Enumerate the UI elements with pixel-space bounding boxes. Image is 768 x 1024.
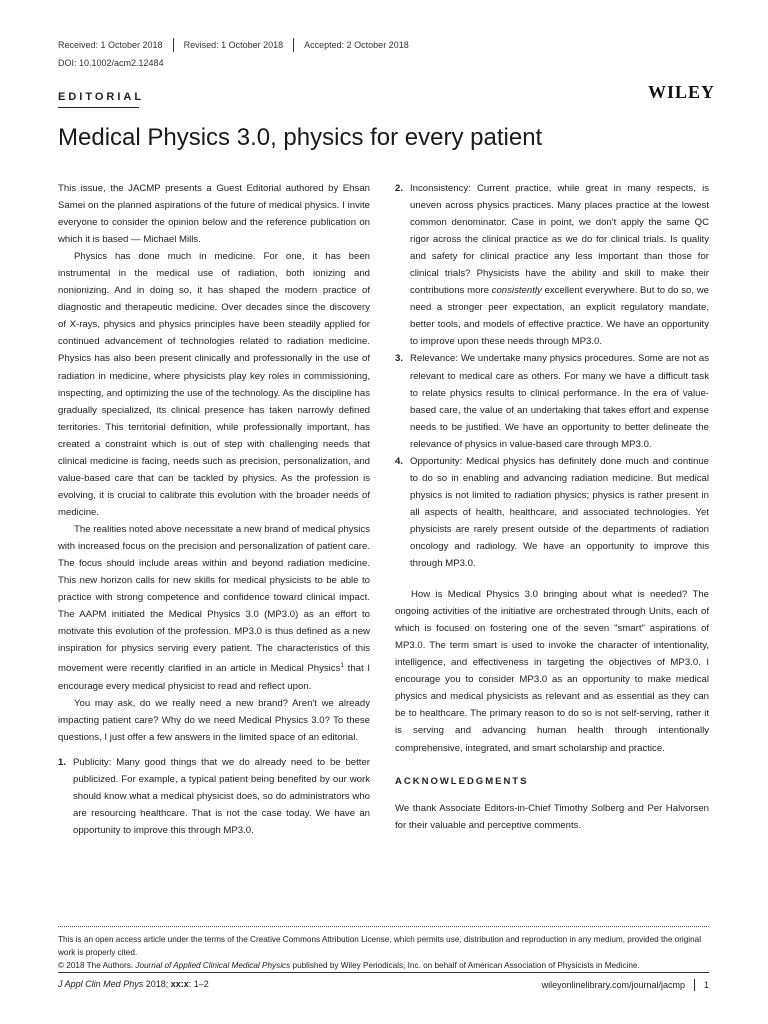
- list-item-text: Publicity: Many good things that we do already need to be better publicized. For example, a typical patient being benefited by our work should know what a medical physicist does, so do administrators who are resourcing healthcare. That is not the case today. We have an opportunity to improve this through MP3.0.: [73, 756, 370, 836]
- list-number: 4.: [395, 455, 404, 467]
- article-title: Medical Physics 3.0, physics for every patient: [58, 124, 543, 151]
- list-item: [58, 754, 370, 839]
- journal-name: Journal of Applied Clinical Medical Physics: [135, 961, 291, 970]
- copyright-text: published by Wiley Periodicals, Inc. on behalf of American Association of Physicists in Medicine.: [290, 961, 640, 970]
- page-footer-right: [542, 979, 709, 991]
- journal-citation: [58, 979, 209, 989]
- list-number: 2.: [395, 183, 404, 194]
- body-paragraph: [58, 521, 370, 695]
- numbered-list: [58, 754, 370, 839]
- intro-paragraph: This issue, the JACMP presents a Guest Editorial authored by Ehsan Samei on the planned aspirations of the future of medical physics. I invite everyone to consider the opinion below and the reference publication on which it is based — Michael Mills.: [58, 183, 370, 246]
- accepted-date: Accepted: 2 October 2018: [304, 40, 409, 50]
- publisher-logo: WILEY: [648, 82, 716, 102]
- acknowledgments-text: We thank Associate Editors-in-Chief Timothy Solberg and Per Halvorsen for their valuable and perceptive comments.: [395, 802, 709, 831]
- license-note: [58, 933, 709, 972]
- doi-link[interactable]: DOI: 10.1002/acm2.12484: [58, 58, 164, 68]
- list-item: [395, 453, 709, 572]
- section-label: EDITORIAL: [58, 91, 145, 103]
- list-number: 3.: [395, 353, 404, 365]
- acknowledgments-heading: ACKNOWLEDGMENTS: [395, 775, 529, 787]
- list-item-text: excellent everywhere. But to do so, we need a stronger peer expectation, an explicit regulatory mandate, better tools, and models of effective practice. We have an opportunity to improve upon these needs through MP3.0.: [410, 285, 709, 348]
- body-paragraph: How is Medical Physics 3.0 bringing about what is needed? The ongoing activities of the initiative are orchestrated through Units, each of which is focused on fostering one of the seven "smart" aspirations of MP3.0. The term smart is used to invoke the character of intentionality, intelligence, and effectiveness in targeting the objectives of MP3.0. I encourage you to consider MP3.0 as an opportunity to make medical physics and medical physicists as relevant and as essential as they can be to healthcare. The primary reason to do so is not self-serving, rather it is serving and advancing human health through intentionally comprehensive, integrated, and smart scholarship and practice.: [395, 589, 709, 754]
- right-column: [395, 180, 709, 834]
- copyright-line: [58, 959, 709, 972]
- reference-link[interactable]: 1: [340, 662, 345, 670]
- left-column: [58, 180, 370, 839]
- numbered-list: [395, 180, 709, 572]
- list-item-text: Relevance: We undertake many physics procedures. Some are not as relevant to medical care as others. For many we have a difficult task to relate physics results to clinical performance. In the era of value-based care, the value of an undertaking that takes effort and expense needs to be justified. We have an opportunity to better delineate the relevance of physics in value-based care through MP3.0.: [410, 353, 709, 450]
- journal-abbrev: J Appl Clin Med Phys: [58, 979, 144, 989]
- body-paragraph: Physics has done much in medicine. For one, it has been instrumental in the medical use of radiation, both ionizing and nonionizing. And in doing so, it has shaped the modern practice of diagnostic and therapeutic medicine. Over decades since the discovery of X-rays, physics and physics principles have been steadily applied for continued advancement of technologies related to radiation medicine. Physics has also been present clinically and professionally in the use of radiation in medicine, where physicists play key roles in commissioning, inspecting, and optimizing the use of the technology. As the discipline has gradually specialized, its clinical presence has taken narrowly defined territories. This territorial definition, while professionally important, has created a constraint which is out of step with challenging needs that clinical medicine is facing, needs such as precision, personalization, and value-based care that can be tackled by physics. As the profession is evolving, it is crucial to calibrate this evolution with the broader needs of medicine.: [58, 251, 370, 518]
- list-number: 1.: [58, 756, 67, 768]
- revised-date: Revised: 1 October 2018: [183, 40, 284, 50]
- citation-pages: : 1–2: [188, 979, 209, 989]
- footer-divider: [58, 926, 709, 927]
- body-paragraph: You may ask, do we really need a new brand? Aren't we already impacting patient care? Why do we need Medical Physics 3.0? To these questions, I just offer a few answers in the limited space of an editorial.: [58, 697, 370, 743]
- copyright-text: © 2018 The Authors.: [58, 961, 136, 970]
- journal-website-link[interactable]: wileyonlinelibrary.com/journal/jacmp: [541, 980, 685, 990]
- list-item-text: Opportunity: Medical physics has definitely done much and continue to do so in enabling and advancing radiation medicine. But medical physics is not limited to radiation physics; physics is rather present in all aspects of health, healthcare, and associated technologies. Yet physicists are rarely present outside of the departments of radiation oncology and radiology. We have an opportunity to improve this through MP3.0.: [410, 455, 709, 570]
- license-text: This is an open access article under the terms of the Creative Commons Attribution License, which permits use, distribution and reproduction in any medium, provided the original work is properly cited.: [58, 935, 702, 957]
- page-number: 1: [703, 980, 709, 990]
- divider: [694, 979, 695, 991]
- citation-year: 2018;: [143, 979, 171, 989]
- paragraph-text: that I encourage every medical physicist to read and reflect upon.: [58, 663, 371, 692]
- paragraph-text: The realities noted above necessitate a new brand of medical physics with increased focus on the precision and personalization of patient care. The focus should include areas within and beyond radiation medicine. This new horizon calls for new skills for medical physicists to be able to practice with strong competence and confidence toward clinical impact. The AAPM initiated the Medical Physics 3.0 (MP3.0) as an effort to motivate this evolution of the profession. MP3.0 is thus defined as a new inspiration for physics serving every patient. The characteristics of this movement were recently clarified in an article in Medical Physics: [58, 523, 370, 675]
- list-item: [395, 180, 709, 350]
- footer-rule: [58, 972, 709, 973]
- list-item-text: Inconsistency: Current practice, while great in many respects, is uneven across physics practices. Many places practice at the lowest common denominator. Case in point, we don't apply the same QC rigor across the clinical practice as we do for clinical trials. Is quality and safety for clinical practice any less important than those for clinical trials? Physicists have the ability and skill to make their contributions more: [410, 183, 709, 297]
- list-item: [395, 350, 709, 452]
- article-history: [58, 38, 419, 52]
- emphasis-text: consistently: [491, 285, 542, 297]
- citation-volume: xx:x: [170, 979, 189, 989]
- received-date: Received: 1 October 2018: [58, 40, 163, 50]
- section-underline: [58, 107, 139, 108]
